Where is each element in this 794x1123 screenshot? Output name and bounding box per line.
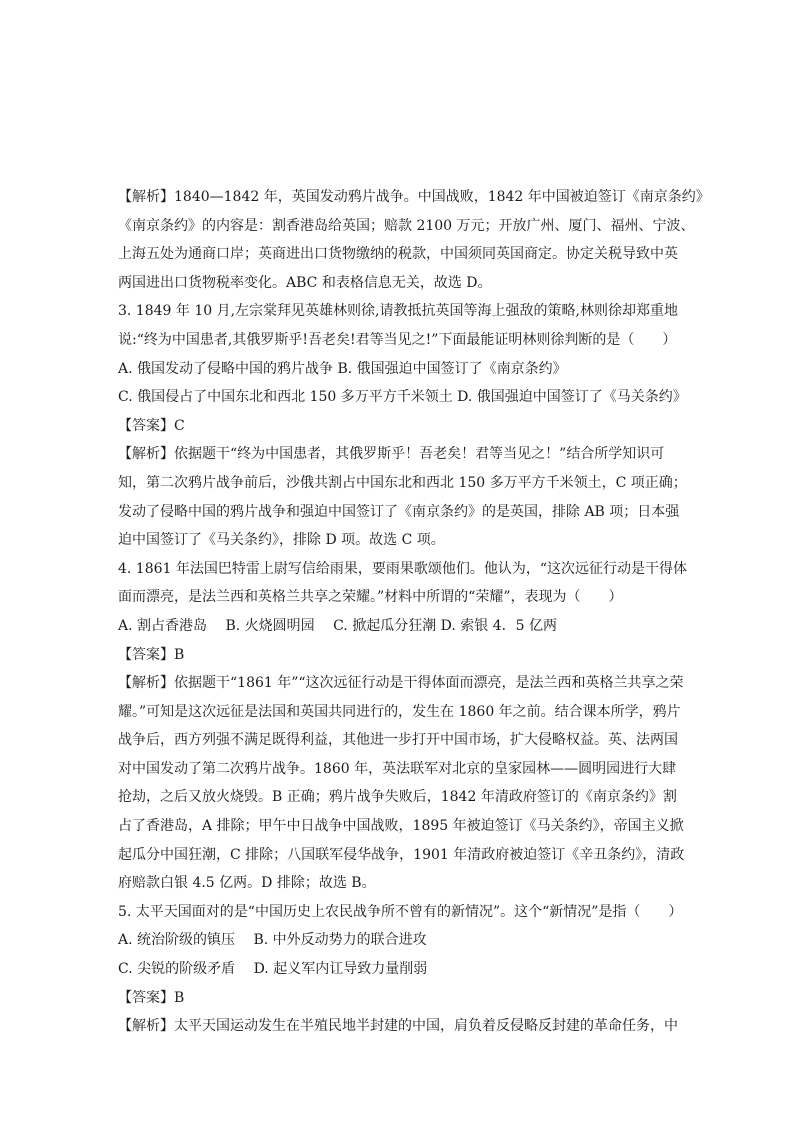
question-3-line-1: 3. 1849 年 10 月,左宗棠拜见英雄林则徐,请教抵抗英国等海上强敌的策略,林则徐却郑重地	[118, 303, 678, 320]
question-4-options: A. 割占香港岛 B. 火烧圆明园 C. 掀起瓜分狂潮 D. 索银 4．5 亿两	[118, 617, 558, 634]
question-3-analysis-2: 知，第二次鸦片战争前后，沙俄共割占中国东北和西北 150 多万平方千米领土，C 项正确；	[118, 474, 687, 491]
question-4-analysis-6: 占了香港岛，A 排除；甲午中日战争中国战败，1895 年被迫签订《马关条约》，帝国主义掀	[118, 818, 684, 835]
question-4-line-2: 面而漂亮，是法兰西和英格兰共享之荣耀。”材料中所谓的“荣耀”，表现为（ ）	[118, 589, 623, 606]
question-5-analysis-1: 【解析】太平天国运动发生在半殖民地半封建的中国，肩负着反侵略反封建的革命任务，中	[118, 1018, 678, 1035]
question-3-analysis-4: 迫中国签订了《马关条约》，排除 D 项。故选 C 项。	[118, 532, 445, 549]
question-3-analysis-3: 发动了侵略中国的鸦片战争和强迫中国签订了《南京条约》的是英国，排除 AB 项；日本强	[118, 503, 680, 520]
question-5-line-1: 5. 太平天国面对的是“中国历史上农民战争所不曾有的新情况”。这个“新情况”是指（ ）	[118, 903, 683, 920]
text-line-4: 两国进出口货物税率变化。ABC 和表格信息无关，故选 D。	[118, 274, 492, 291]
question-4-analysis-1: 【解析】依据题干“1861 年”“这次远征行动是干得体面而漂亮，是法兰西和英格兰共享之荣	[118, 675, 684, 692]
question-3-line-2: 说:“终为中国患者,其俄罗斯乎!吾老矣!君等当见之!”下面最能证明林则徐判断的是（ ）	[118, 331, 677, 348]
question-4-analysis-5: 抢劫，之后又放火烧毁。B 正确；鸦片战争失败后，1842 年清政府签订的《南京条约》割	[118, 789, 677, 806]
question-4-answer: 【答案】B	[118, 646, 185, 663]
question-5-options-ab: A. 统治阶级的镇压 B. 中外反动势力的联合进攻	[118, 932, 427, 949]
question-4-analysis-2: 耀。”可知是这次远征是法国和英国共同进行的，发生在 1860 年之前。结合课本所学，鸦片	[118, 703, 681, 720]
question-4-analysis-7: 起瓜分中国狂潮，C 排除；八国联军侵华战争，1901 年清政府被迫签订《辛丑条约》，清政	[118, 846, 685, 863]
question-4-analysis-3: 战争后，西方列强不满足既得利益，其他进一步打开中国市场，扩大侵略权益。英、法两国	[118, 732, 678, 749]
question-4-analysis-4: 对中国发动了第二次鸦片战争。1860 年，英法联军对北京的皇家园林——圆明园进行大肆	[118, 760, 677, 777]
question-3-options-ab: A. 俄国发动了侵略中国的鸦片战争 B. 俄国强迫中国签订了《南京条约》	[118, 360, 567, 377]
question-5-answer: 【答案】B	[118, 989, 185, 1006]
question-5-options-cd: C. 尖锐的阶级矛盾 D. 起义军内讧导致力量削弱	[118, 961, 428, 978]
text-line-1: 【解析】1840—1842 年，英国发动鸦片战争。中国战败，1842 年中国被迫签订《南京条约》	[118, 189, 710, 205]
question-3-options-cd: C. 俄国侵占了中国东北和西北 150 多万平方千米领土 D. 俄国强迫中国签订了《马关条约》	[118, 389, 687, 406]
question-4-line-1: 4. 1861 年法国巴特雷上尉写信给雨果，要雨果歌颂他们。他认为，“这次远征行动是干得体	[118, 560, 688, 577]
text-line-3: 上海五处为通商口岸；英商进出口货物缴纳的税款，中国须同英国商定。协定关税导致中英	[118, 246, 678, 263]
text-line-2: 《南京条约》的内容是：割香港岛给英国；赔款 2100 万元；开放广州、厦门、福州、宁波、	[118, 217, 695, 234]
question-3-answer: 【答案】C	[118, 417, 185, 434]
question-3-analysis-1: 【解析】依据题干“终为中国患者，其俄罗斯乎！吾老矣！君等当见之！”结合所学知识可	[118, 446, 665, 463]
document-page	[118, 183, 710, 1041]
question-4-analysis-8: 府赔款白银 4.5 亿两。D 排除；故选 B。	[118, 875, 376, 892]
